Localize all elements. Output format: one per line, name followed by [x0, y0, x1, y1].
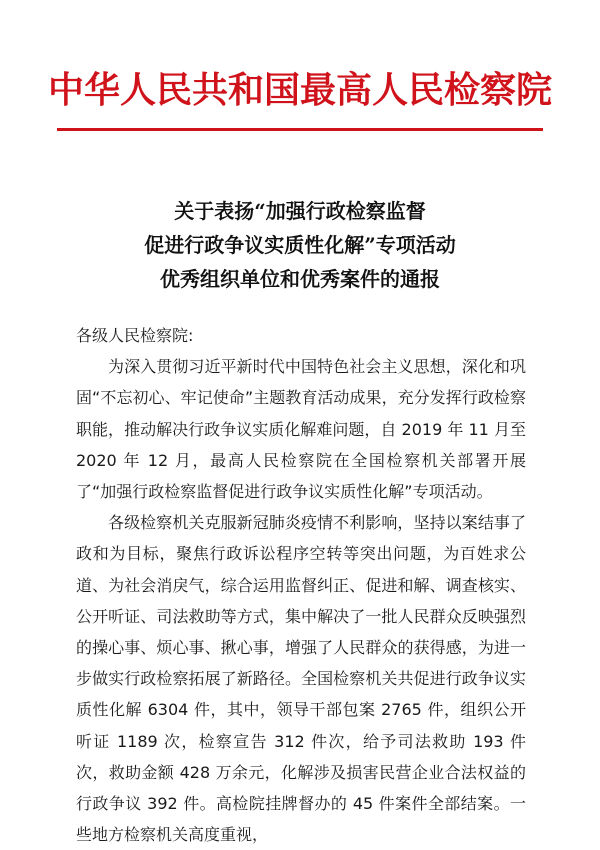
title-line-2: 促进行政争议实质性化解”专项活动 — [144, 233, 456, 257]
title-line-1: 关于表扬“加强行政检察监督 — [174, 199, 426, 223]
document-body — [76, 320, 526, 850]
title-line-3: 优秀组织单位和优秀案件的通报 — [160, 267, 440, 291]
salutation: 各级人民检察院: — [76, 326, 194, 345]
masthead-red-rule — [57, 128, 543, 131]
document-title — [0, 194, 600, 296]
body-paragraph-2: 各级检察机关克服新冠肺炎疫情不利影响，坚持以案结事了政和为目标，聚焦行政诉讼程序空转等突出问题，为百姓求公道、为社会消戾气，综合运用监督纠正、促进和解、调查核实、公开听证、司法救助等方式，集中解决了一批人民群众反映强烈的操心事、烦心事、揪心事，增强了人民群众的获得感，为进一步做实行政检察拓展了新路径。全国检察机关共促进行政争议实质性化解 6304 件，其中，领导干部包案 2765 件，组织公开听证 1189 次，检察宣告 312 件次，给予司法救助 193 件次，救助金额 428 万余元，化解涉及损害民营企业合法权益的行政争议 392 件。高检院挂牌督办的 45 件案件全部结案。一些地方检察机关高度重视， — [76, 513, 526, 845]
masthead-org-name: 中华人民共和国最高人民检察院 — [47, 69, 552, 111]
body-paragraph-1: 为深入贯彻习近平新时代中国特色社会主义思想，深化和巩固“不忘初心、牢记使命”主题教育活动成果，充分发挥行政检察职能，推动解决行政争议实质化解难问题，自 2019 年 11 月至 2020 年 12 月，最高人民检察院在全国检察机关部署开展了“加强行政检察监督促进行政争议实质性化解”专项活动。 — [76, 357, 526, 502]
